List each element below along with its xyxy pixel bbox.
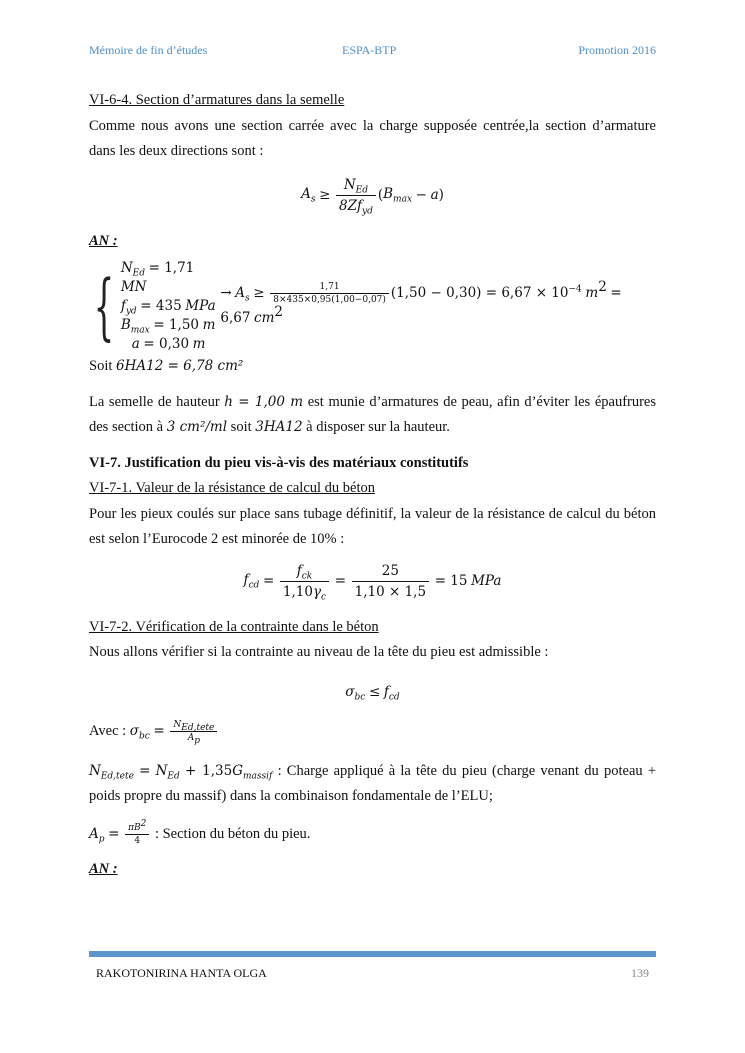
section-7-1-text: Pour les pieux coulés sur place sans tubage définitif, la valeur de la résistance de calcul du béton est selon l’Eurocode 2 est minorée de 10% :	[89, 505, 656, 547]
avec-line: Avec : $\sigma_{bc}$ = $\frac{N_{Ed,tete}}{A_p}$	[89, 719, 656, 745]
avec-label: Avec :	[89, 723, 127, 739]
section-title-7-1: VI-7-1. Valeur de la résistance de calcul du béton	[89, 480, 375, 496]
page-header	[89, 43, 656, 61]
formula-sigma: $\sigma_{bc} \le f_{cd}$	[345, 683, 400, 703]
section-intro: Comme nous avons une section carrée avec la charge supposée centrée,la section d’armature dans les deux directions sont :	[89, 117, 656, 159]
ap-line: $A_p$ = $\frac{\pi B^2}{4}$ : Section du béton du pieu.	[89, 818, 311, 846]
semelle-text-a: La semelle de hauteur	[89, 393, 220, 410]
ap-desc: : Section du béton du pieu.	[154, 825, 311, 842]
footer-author: RAKOTONIRINA HANTA OLGA	[96, 966, 267, 980]
header-left: Mémoire de fin d’études	[89, 43, 208, 57]
formula-system: { $N_{Ed} = 1,71$ MN $f_{yd} = 435$ MPa $B_{max} = 1,50$ m a = 0,30 m → $A_s$ ≥ $\frac{1,71}{8\times 435\times 0,95(1,00-0,07)}$ $(1,50 - 0,30) = 6,67 \times 10^{-4}$ $m^2 = 6,67$ $cm^2$	[93, 259, 622, 352]
semelle-bars: 3HA12	[255, 419, 303, 435]
semelle-h: h = 1,00 m	[224, 393, 304, 410]
header-right: Promotion 2016	[578, 43, 656, 57]
section-7-2-text: Nous allons vérifier si la contrainte au niveau de la tête du pieu est admissible :	[89, 644, 549, 660]
ned-paragraph: $N_{Ed,tete} = N_{Ed} + 1,35G_{massif}$ : Charge appliqué à la tête du pieu (charge venant du poteau + poids propre du massif) dans la combinaison fondamentale de l’ELU;	[89, 762, 657, 804]
soit-line	[89, 354, 656, 380]
section-title-7-2: VI-7-2. Vérification de la contrainte dans le béton	[89, 618, 379, 635]
ned-desc: : Charge appliqué à la tête du pieu (charge venant du poteau + poids propre du massif) dans la combinaison fondamentale de l’ELU;	[89, 762, 657, 804]
soit-label: Soit	[89, 358, 113, 374]
an-label-2: AN :	[89, 861, 118, 877]
semelle-paragraph	[89, 390, 656, 441]
semelle-text-f: à disposer sur la hauteur.	[306, 419, 450, 435]
footer-bar	[89, 951, 656, 957]
semelle-density: 3 cm²/ml	[166, 419, 228, 435]
formula-as: $A_s$ ≥ $\frac{N_{Ed}}{8Zf_{yd}}$ $(B_{max} - a)$	[301, 176, 444, 217]
header-center: ESPA-BTP	[342, 43, 397, 57]
semelle-text-b: est munie d’armatures de peau, afin d’éviter les épaufrures des section à	[89, 393, 657, 435]
section-title-6-4: VI-6-4. Section d’armatures dans la semelle	[89, 92, 345, 108]
page-number: 139	[631, 966, 649, 980]
semelle-text-d: soit	[230, 419, 252, 435]
an-label-1: AN :	[89, 232, 118, 249]
section-title-7: VI-7. Justification du pieu vis-à-vis des matériaux constitutifs	[89, 454, 469, 471]
formula-fcd: $f_{cd}$ = $\frac{f_{ck}}{1,10\gamma_c}$ = $\frac{25}{1,10 \times 1,5}$ = 15 MPa	[243, 562, 502, 603]
page-content	[89, 88, 656, 883]
soit-value: 6HA12 = 6,78 cm²	[116, 358, 244, 374]
